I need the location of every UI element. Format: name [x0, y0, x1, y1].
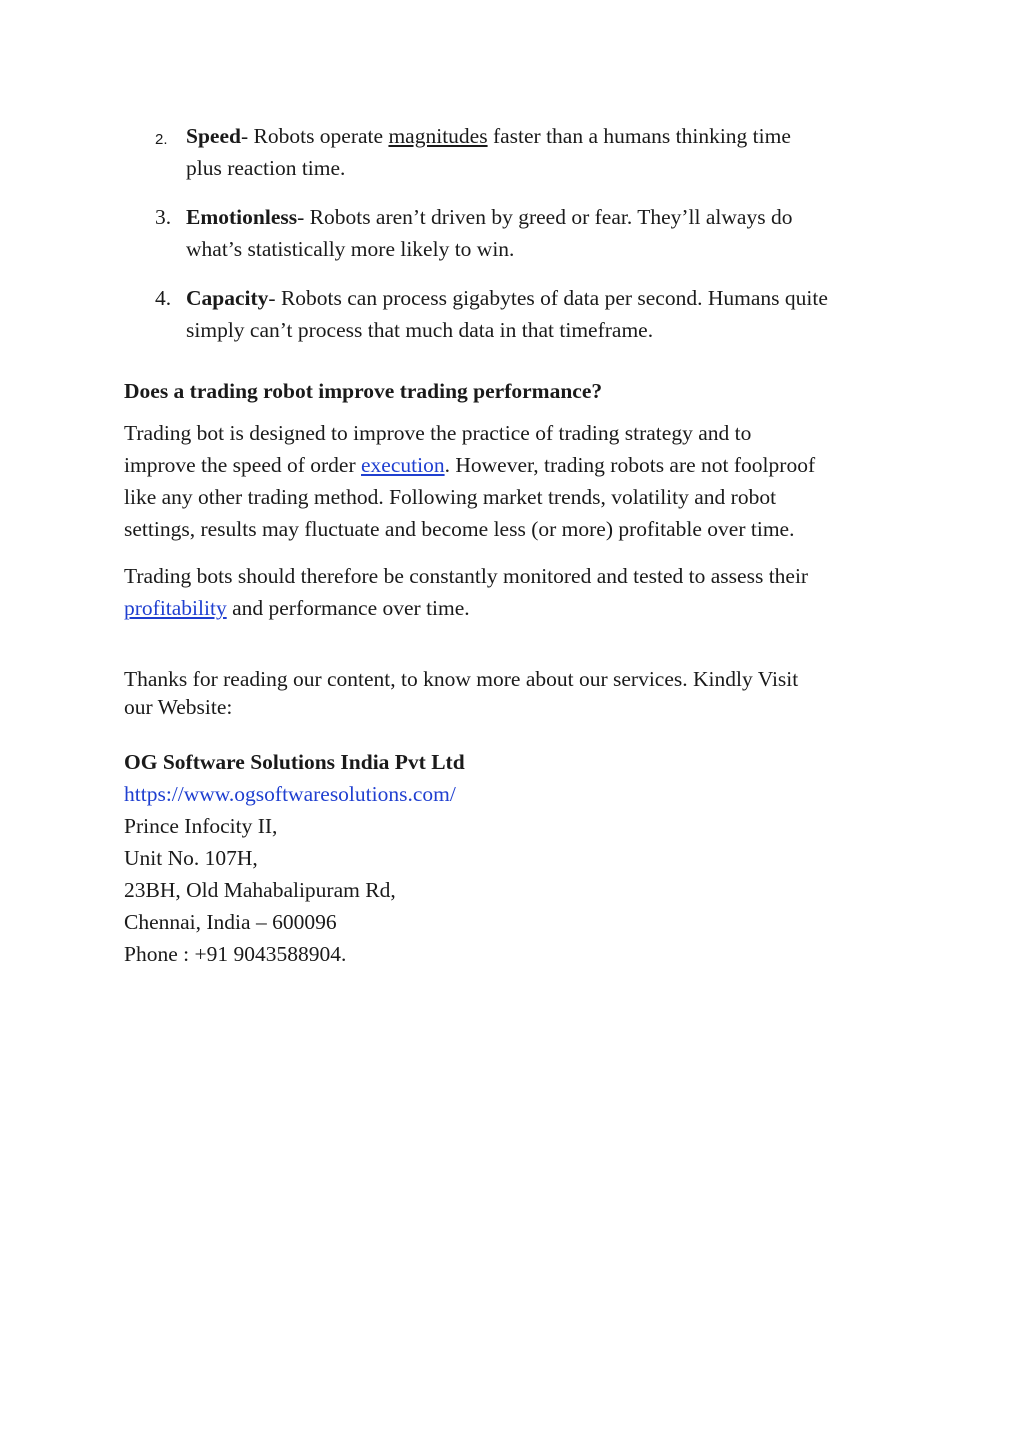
address-line: Prince Infocity II,: [124, 814, 278, 838]
underlined-term: magnitudes: [388, 124, 488, 148]
list-number: 2.: [155, 131, 168, 148]
paragraph-line: [124, 596, 470, 621]
list-text: - Robots aren’t driven by greed or fear. They’ll always do: [297, 205, 793, 229]
address-line: Chennai, India – 600096: [124, 910, 337, 934]
execution-link[interactable]: execution: [361, 453, 445, 477]
list-term: Emotionless: [186, 205, 298, 229]
list-number: 3.: [155, 205, 172, 229]
list-text: - Robots can process gigabytes of data per second. Humans quite: [268, 286, 828, 310]
list-item-emotionless-line2: what’s statistically more likely to win.: [186, 237, 515, 261]
list-item-speed-line2: plus reaction time.: [186, 156, 346, 180]
paragraph-text: improve the speed of order: [124, 453, 362, 477]
list-item-speed-line1: [186, 124, 791, 149]
paragraph-line: [124, 453, 815, 478]
list-text: - Robots operate: [240, 124, 389, 148]
list-item-capacity-line1: [186, 286, 828, 311]
address-line: 23BH, Old Mahabalipuram Rd,: [124, 878, 396, 902]
paragraph-text: and performance over time.: [226, 596, 470, 620]
address-line: Unit No. 107H,: [124, 846, 258, 870]
paragraph-line: like any other trading method. Following market trends, volatility and robot: [124, 485, 777, 509]
list-item-capacity-line2: simply can’t process that much data in that timeframe.: [186, 318, 654, 342]
list-text: faster than a humans thinking time: [487, 124, 791, 148]
profitability-link[interactable]: profitability: [124, 596, 227, 620]
paragraph-line: Trading bot is designed to improve the practice of trading strategy and to: [124, 421, 752, 445]
section-heading: Does a trading robot improve trading performance?: [124, 379, 603, 403]
closing-line: Thanks for reading our content, to know more about our services. Kindly Visit: [124, 667, 799, 691]
phone-line: Phone : +91 9043588904.: [124, 942, 347, 966]
list-number: 4.: [155, 286, 172, 310]
paragraph-line: settings, results may fluctuate and become less (or more) profitable over time.: [124, 517, 795, 541]
list-term: Capacity: [186, 286, 269, 310]
paragraph-text: . However, trading robots are not foolproof: [444, 453, 816, 477]
list-item-emotionless-line1: [186, 205, 792, 230]
company-name: OG Software Solutions India Pvt Ltd: [124, 750, 465, 774]
paragraph-line: Trading bots should therefore be constantly monitored and tested to assess their: [124, 564, 809, 588]
list-term: Speed: [186, 124, 241, 148]
website-link[interactable]: https://www.ogsoftwaresolutions.com/: [124, 782, 456, 806]
closing-line: our Website:: [124, 695, 233, 719]
